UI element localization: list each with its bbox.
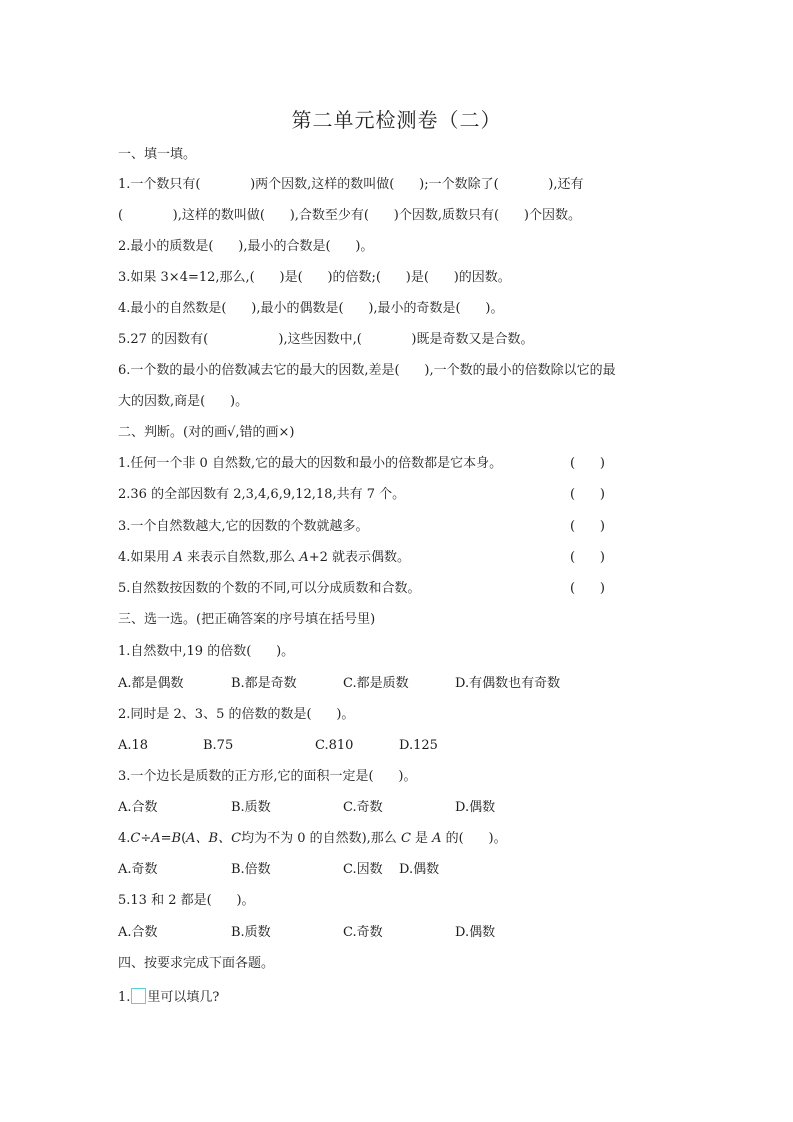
blank-box-icon [131, 988, 146, 1004]
section-heading-tasks: 四、按要求完成下面各题。 [118, 956, 275, 971]
choice-q1-option-d: D.有偶数也有奇数 [455, 676, 561, 691]
choice-q2-option-d: D.125 [399, 738, 438, 753]
choice-q5-option-a: A.合数 [118, 925, 158, 940]
choice-q1-option-a: A.都是偶数 [118, 676, 184, 691]
choice-q5-option-d: D.偶数 [455, 925, 496, 940]
q4-vars: A、B、C [186, 831, 242, 846]
page-title: 第二单元检测卷（二） [291, 108, 502, 132]
judge-item-1: 1.任何一个非 0 自然数,它的最大的因数和最小的倍数都是它本身。 [118, 456, 503, 471]
choice-q2-option-c: C.810 [315, 738, 354, 753]
judge-answer-5: ( ) [570, 581, 605, 596]
judge-item-4-mid: 来表示自然数,那么 [182, 550, 300, 565]
judge-answer-3: ( ) [570, 519, 605, 534]
choice-q2-option-a: A.18 [118, 738, 149, 753]
q4-mid: 均为不为 0 的自然数),那么 [241, 831, 401, 846]
judge-item-2: 2.36 的全部因数有 2,3,4,6,9,12,18,共有 7 个。 [118, 487, 406, 502]
q4-equation: C÷A=B [130, 831, 182, 846]
var-a: A [432, 831, 442, 846]
fill-line-7: 6.一个数的最小的倍数减去它的最大的因数,差是( ),一个数的最小的倍数除以它的最 [118, 363, 616, 378]
choice-q3-stem: 3.一个边长是质数的正方形,它的面积一定是( )。 [118, 769, 417, 784]
choice-q5-option-b: B.质数 [231, 925, 271, 940]
fill-line-6: 5.27 的因数有( ),这些因数中,( )既是奇数又是合数。 [118, 332, 534, 347]
fill-line-5: 4.最小的自然数是( ),最小的偶数是( ),最小的奇数是( )。 [118, 301, 504, 316]
choice-q2-option-b: B.75 [203, 738, 234, 753]
q4-num: 4. [118, 831, 131, 846]
choice-q3-option-c: C.奇数 [343, 800, 383, 815]
judge-answer-1: ( ) [570, 456, 605, 471]
var-a: A [299, 550, 309, 565]
fill-line-8: 大的因数,商是( )。 [118, 394, 249, 409]
task-q1-text: 里可以填几? [147, 990, 220, 1005]
judge-item-4-post: +2 就表示偶数。 [308, 550, 411, 565]
section-heading-choose: 三、选一选。(把正确答案的序号填在括号里) [118, 612, 376, 627]
choice-q1-option-c: C.都是质数 [343, 676, 409, 691]
choice-q4-option-a: A.奇数 [118, 862, 158, 877]
judge-item-4 [118, 550, 410, 566]
choice-q4-stem [118, 831, 507, 847]
task-q1 [118, 988, 219, 1006]
choice-q4-option-c: C.因数 [343, 862, 383, 877]
judge-item-3: 3.一个自然数越大,它的因数的个数就越多。 [118, 519, 369, 534]
judge-item-5: 5.自然数按因数的个数的不同,可以分成质数和合数。 [118, 581, 421, 596]
judge-item-4-pre: 4.如果用 [118, 550, 174, 565]
choice-q3-option-b: B.质数 [231, 800, 271, 815]
fill-line-4: 3.如果 3×4=12,那么,( )是( )的倍数;( )是( )的因数。 [118, 270, 511, 285]
choice-q5-stem: 5.13 和 2 都是( )。 [118, 893, 255, 908]
choice-q2-stem: 2.同时是 2、3、5 的倍数的数是( )。 [118, 707, 355, 722]
choice-q3-option-d: D.偶数 [455, 800, 496, 815]
q4-is: 是 [410, 831, 433, 846]
judge-answer-4: ( ) [570, 550, 605, 565]
section-heading-judge: 二、判断。(对的画√,错的画×) [118, 425, 295, 440]
choice-q4-option-d: D.偶数 [399, 862, 440, 877]
choice-q1-stem: 1.自然数中,19 的倍数( )。 [118, 644, 295, 659]
fill-line-1: 1.一个数只有( )两个因数,这样的数叫做( );一个数除了( ),还有 [118, 177, 584, 192]
var-c: C [400, 831, 411, 846]
section-heading-fill: 一、填一填。 [118, 147, 197, 162]
choice-q4-option-b: B.倍数 [231, 862, 271, 877]
choice-q3-option-a: A.合数 [118, 800, 158, 815]
choice-q5-option-c: C.奇数 [343, 925, 383, 940]
judge-answer-2: ( ) [570, 487, 605, 502]
choice-q1-option-b: B.都是奇数 [231, 676, 297, 691]
var-a: A [173, 550, 183, 565]
q4-post: 的( )。 [441, 831, 507, 846]
q4-open: ( [181, 831, 187, 846]
task-q1-num: 1. [118, 990, 131, 1005]
fill-line-3: 2.最小的质数是( ),最小的合数是( )。 [118, 239, 374, 254]
fill-line-2: ( ),这样的数叫做( ),合数至少有( )个因数,质数只有( )个因数。 [118, 208, 581, 223]
